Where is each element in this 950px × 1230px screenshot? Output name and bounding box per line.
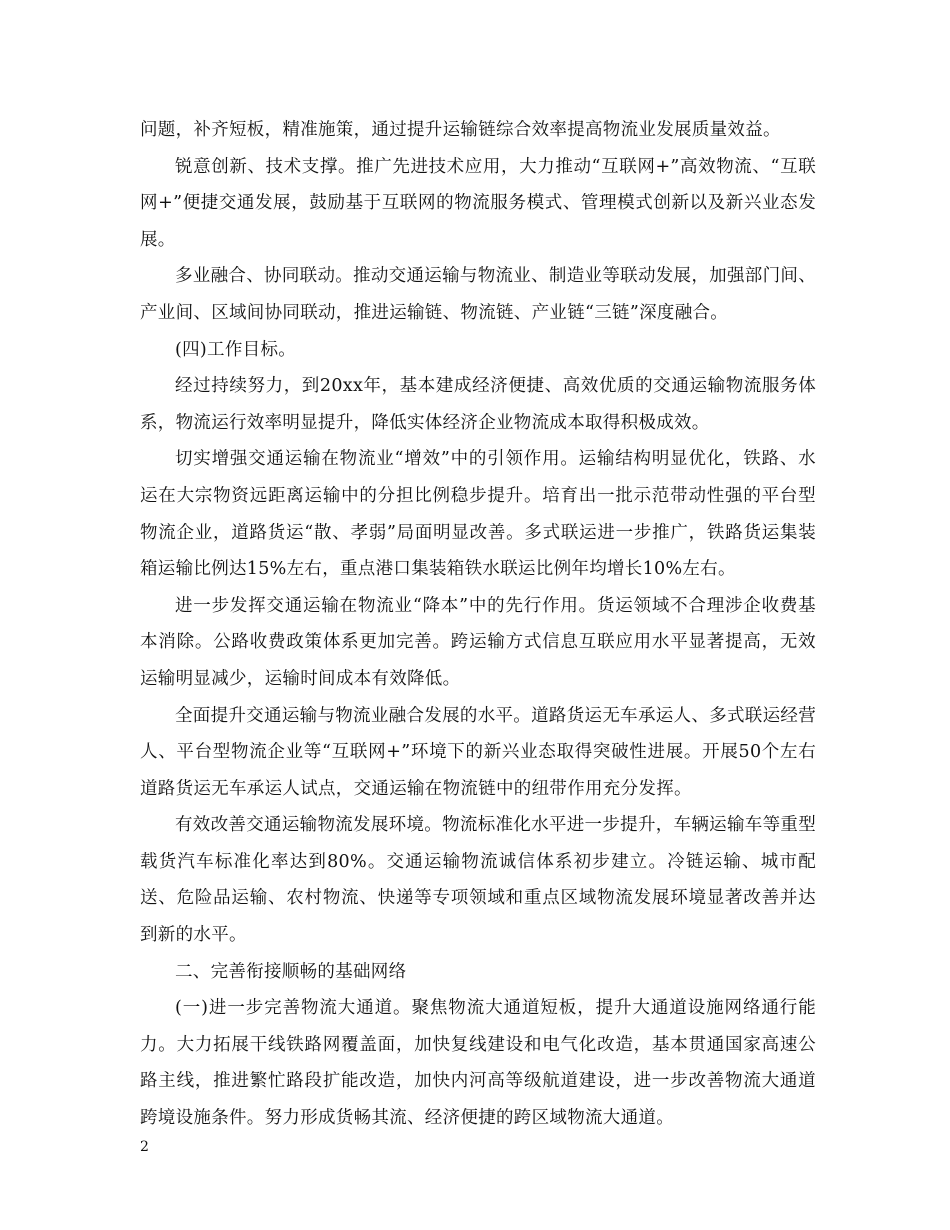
document-body: [140, 112, 816, 1137]
section-heading-basic-network: 二、完善衔接顺畅的基础网络: [175, 961, 407, 982]
paragraph-7: 进一步发挥交通运输在物流业“降本”中的先行作用。货运领域不合理涉企收费基本消除。公路收费政策体系更加完善。跨运输方式信息互联应用水平显著提高，无效运输明显减少，运输时间成本有效降低。: [140, 595, 816, 689]
paragraph-1: 问题，补齐短板，精准施策，通过提升运输链综合效率提高物流业发展质量效益。: [140, 120, 781, 140]
paragraph-6: 切实增强交通运输在物流业“增效”中的引领作用。运输结构明显优化，铁路、水运在大宗物资远距离运输中的分担比例稳步提升。培育出一批示范带动性强的平台型物流企业，道路货运“散、孝弱”局面明显改善。多式联运进一步推广，铁路货运集装箱运输比例达15%左右，重点港口集装箱铁水联运比例年均增长10%左右。: [140, 449, 816, 580]
paragraph-8: 全面提升交通运输与物流业融合发展的水平。道路货运无车承运人、多式联运经营人、平台型物流企业等“互联网+”环境下的新兴业态取得突破性进展。开展50个左右道路货运无车承运人试点，交通运输在物流链中的纽带作用充分发挥。: [140, 705, 816, 799]
paragraph-2: 锐意创新、技术支撑。推广先进技术应用，大力推动“互联网+”高效物流、“互联网+”便捷交通发展，鼓励基于互联网的物流服务模式、管理模式创新以及新兴业态发展。: [140, 156, 816, 250]
paragraph-9: 有效改善交通运输物流发展环境。物流标准化水平进一步提升，车辆运输车等重型载货汽车标准化率达到80%。交通运输物流诚信体系初步建立。冷链运输、城市配送、危险品运输、农村物流、快递等专项领域和重点区域物流发展环境显著改善并达到新的水平。: [140, 815, 816, 946]
paragraph-5: 经过持续努力，到20xx年，基本建成经济便捷、高效优质的交通运输物流服务体系，物流运行效率明显提升，降低实体经济企业物流成本取得积极成效。: [140, 376, 816, 433]
paragraph-11: (一)进一步完善物流大通道。聚焦物流大通道短板，提升大通道设施网络通行能力。大力拓展干线铁路网覆盖面，加快复线建设和电气化改造，基本贯通国家高速公路主线，推进繁忙路段扩能改造，加快内河高等级航道建设，进一步改善物流大通道跨境设施条件。努力形成货畅其流、经济便捷的跨区域物流大通道。: [140, 998, 816, 1129]
paragraph-3: 多业融合、协同联动。推动交通运输与物流业、制造业等联动发展，加强部门间、产业间、区域间协同联动，推进运输链、物流链、产业链“三链”深度融合。: [140, 266, 816, 323]
page-number: 2: [140, 1139, 149, 1155]
section-heading-work-goals: (四)工作目标。: [175, 339, 297, 360]
